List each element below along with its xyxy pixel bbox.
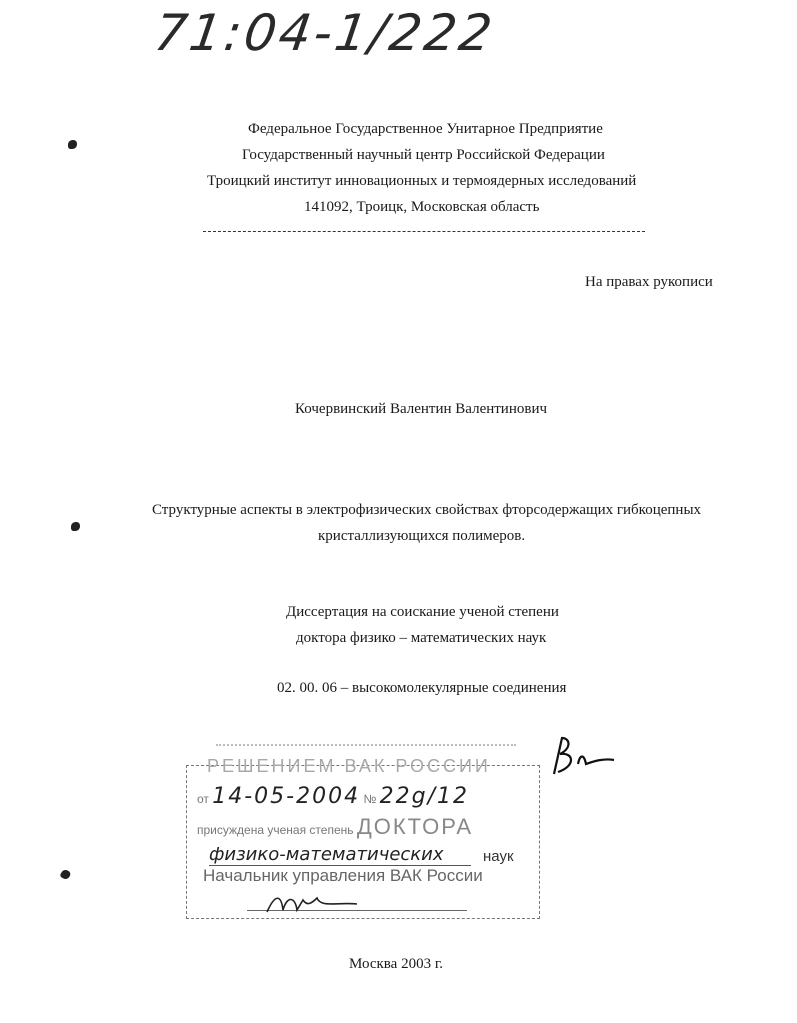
stamp-signature bbox=[247, 892, 467, 911]
stamp-date-prefix: от bbox=[197, 792, 209, 806]
city-year: Москва 2003 г. bbox=[349, 956, 444, 972]
stamp-faded-top bbox=[216, 744, 516, 754]
handwritten-signature-icon bbox=[247, 892, 367, 916]
organization-line-2: Государственный научный центр Российской Федерации bbox=[242, 147, 605, 163]
stamp-field-suffix: наук bbox=[483, 848, 514, 865]
stamp-date: 14-05-2004 bbox=[212, 784, 361, 809]
handwritten-archive-number: 71:04-1/222 bbox=[150, 4, 499, 62]
thesis-title-line-1: Структурные аспекты в электрофизических свойствах фторсодержащих гибкоцепных bbox=[152, 502, 702, 518]
stamp-number: 22g/12 bbox=[379, 784, 470, 809]
author-name: Кочервинский Валентин Валентинович bbox=[295, 401, 548, 417]
stamp-degree-row bbox=[197, 814, 473, 840]
dissertation-line-2: доктора физико – математических наук bbox=[296, 630, 547, 646]
organization-line-3: Троицкий институт инновационных и термоядерных исследований bbox=[207, 173, 637, 189]
dissertation-line-1: Диссертация на соискание ученой степени bbox=[286, 604, 559, 620]
stamp-date-row bbox=[197, 784, 469, 809]
margin-mark bbox=[59, 868, 71, 880]
vak-stamp bbox=[186, 756, 540, 919]
stamp-degree: ДОКТОРА bbox=[356, 814, 474, 839]
organization-address: 141092, Троицк, Московская область bbox=[304, 199, 540, 215]
rights-note: На правах рукописи bbox=[585, 274, 713, 290]
corner-signature-icon bbox=[548, 734, 618, 782]
stamp-head-title: Начальник управления ВАК России bbox=[203, 866, 483, 885]
stamp-degree-prefix: присуждена ученая степень bbox=[197, 823, 354, 837]
thesis-title-line-2: кристаллизующихся полимеров. bbox=[318, 528, 526, 544]
organization-line-1: Федеральное Государственное Унитарное Предприятие bbox=[248, 121, 603, 137]
dashed-divider bbox=[203, 231, 645, 232]
stamp-field: физико-математических bbox=[209, 844, 471, 866]
margin-mark bbox=[71, 522, 80, 531]
stamp-header: РЕШЕНИЕМ ВАК РОССИИ bbox=[207, 756, 491, 776]
stamp-number-prefix: № bbox=[363, 792, 377, 806]
specialty: 02. 00. 06 – высокомолекулярные соединения bbox=[277, 680, 567, 696]
margin-mark bbox=[68, 140, 77, 149]
